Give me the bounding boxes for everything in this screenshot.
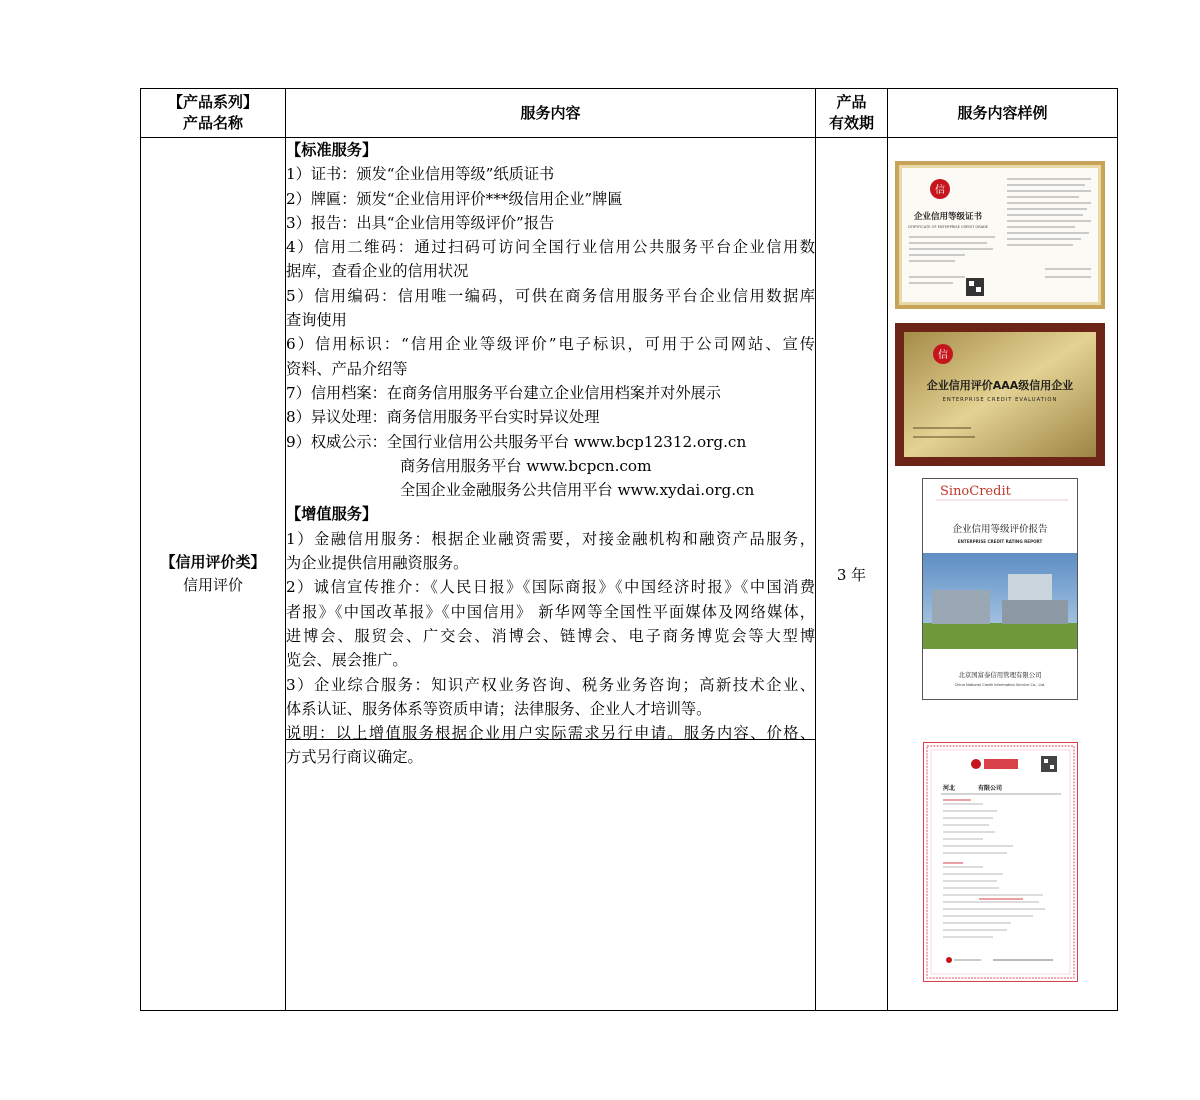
header-series-line2: 产品名称 bbox=[182, 114, 243, 132]
note-line2: 方式另行商议确定。 bbox=[286, 748, 423, 767]
plaque-title: 企业信用评价AAA级信用企业 bbox=[926, 379, 1074, 392]
plaque-sample bbox=[895, 323, 1105, 466]
standard-item-6-line1: 6）信用标识：“信用企业等级评价”电子标识，可用于公司网站、宣传 bbox=[286, 335, 815, 354]
value-item-2-line1: 2）诚信宣传推介：《人民日报》《国际商报》《中国经济时报》《中国消费 bbox=[286, 578, 815, 597]
certificate-title: 企业信用等级证书 bbox=[913, 212, 983, 222]
standard-item-8: 8）异议处理：商务信用服务平台实时异议处理 bbox=[286, 408, 600, 427]
document-company: 河北 有限公司 bbox=[943, 785, 1002, 792]
value-item-3-line1: 3）企业综合服务：知识产权业务咨询、税务业务咨询；高新技术企业、 bbox=[286, 675, 815, 694]
standard-item-9-line1: 9）权威公示：全国行业信用公共服务平台 www.bcp12312.org.cn bbox=[286, 432, 747, 451]
product-row bbox=[141, 138, 1118, 1011]
product-name: 信用评价 bbox=[182, 576, 243, 594]
note-line1: 说明：以上增值服务根据企业用户实际需求另行申请。服务内容、价格、 bbox=[286, 724, 815, 743]
product-table bbox=[140, 88, 1118, 1011]
standard-item-1: 1）证书：颁发“企业信用等级”纸质证书 bbox=[286, 165, 555, 184]
value-item-3-line2: 体系认证、服务体系等资质申请；法律服务、企业人才培训等。 bbox=[286, 699, 712, 718]
certificate-subtitle: CERTIFICATE OF ENTERPRISE CREDIT GRADE bbox=[907, 225, 989, 229]
standard-item-7: 7）信用档案：在商务信用服务平台建立企业信用档案并对外展示 bbox=[286, 383, 721, 402]
report-brand: SinoCredit bbox=[940, 484, 1011, 499]
value-item-2-line4: 览会、展会推广。 bbox=[286, 651, 408, 670]
value-item-1-line2: 为企业提供信用融资服务。 bbox=[286, 554, 469, 573]
standard-item-6-line2: 资料、产品介绍等 bbox=[286, 359, 408, 378]
standard-item-3: 3）报告：出具“企业信用等级评价”报告 bbox=[286, 213, 555, 232]
standard-item-9-line2: 商务信用服务平台 www.bcpcn.com bbox=[400, 456, 652, 475]
standard-item-5-line1: 5）信用编码：信用唯一编码，可供在商务信用服务平台企业信用数据库 bbox=[286, 286, 815, 305]
report-sample bbox=[922, 478, 1078, 700]
credit-document-image bbox=[923, 742, 1078, 982]
report-company-en: China National Credit Information Service Co., Ltd. bbox=[954, 683, 1046, 687]
qr-code-icon bbox=[966, 278, 984, 296]
header-content: 服务内容 bbox=[286, 89, 816, 138]
standard-service-title: 【标准服务】 bbox=[286, 141, 378, 159]
document-qr-icon bbox=[1041, 756, 1057, 772]
product-series: 【信用评价类】 bbox=[160, 553, 266, 571]
certificate-image bbox=[895, 161, 1105, 309]
header-period-line1: 产品 bbox=[836, 93, 867, 111]
plaque-seal-char: 信 bbox=[938, 350, 948, 361]
certificate-seal-char: 信 bbox=[935, 185, 945, 196]
value-service-title: 【增值服务】 bbox=[286, 505, 378, 524]
document-seal-icon bbox=[971, 759, 981, 769]
report-subtitle: ENTERPRISE CREDIT RATING REPORT bbox=[957, 539, 1043, 544]
value-item-2-line2: 者报》《中国改革报》《中国信用》 新华网等全国性平面媒体及网络媒体， bbox=[286, 602, 815, 621]
standard-item-4-line2: 据库，查看企业的信用状况 bbox=[286, 262, 469, 281]
plaque-image bbox=[895, 323, 1105, 466]
standard-item-9-line3: 全国企业金融服务公共信用平台 www.xydai.org.cn bbox=[400, 481, 755, 500]
value-item-2-line3: 进博会、服贸会、广交会、消博会、链博会、电子商务博览会等大型博 bbox=[286, 626, 815, 645]
header-samples: 服务内容样例 bbox=[888, 89, 1118, 138]
report-title: 企业信用等级评价报告 bbox=[952, 524, 1048, 535]
header-series bbox=[141, 89, 286, 138]
header-period-line2: 有效期 bbox=[828, 114, 874, 132]
report-cover-image bbox=[922, 478, 1078, 700]
service-content-cell bbox=[286, 138, 816, 1011]
category-cell bbox=[141, 138, 286, 1011]
value-item-1-line1: 1）金融信用服务：根据企业融资需要，对接金融机构和融资产品服务， bbox=[286, 529, 815, 548]
credit-document-sample bbox=[923, 742, 1078, 982]
standard-item-5-line2: 查询使用 bbox=[286, 311, 347, 330]
standard-item-4-line1: 4）信用二维码：通过扫码可访问全国行业信用公共服务平台企业信用数 bbox=[286, 238, 815, 257]
header-period bbox=[816, 89, 888, 138]
header-series-line1: 【产品系列】 bbox=[167, 93, 258, 111]
samples-cell bbox=[888, 138, 1118, 1011]
certificate-sample bbox=[895, 161, 1105, 309]
plaque-subtitle: ENTERPRISE CREDIT EVALUATION bbox=[942, 397, 1058, 403]
report-company-cn: 北京国富泰信用管理有限公司 bbox=[958, 671, 1042, 679]
validity-period-cell: 3 年 bbox=[816, 138, 888, 1011]
header-row bbox=[141, 89, 1118, 138]
standard-item-2: 2）牌匾：颁发“企业信用评价***级信用企业”牌匾 bbox=[286, 189, 623, 208]
